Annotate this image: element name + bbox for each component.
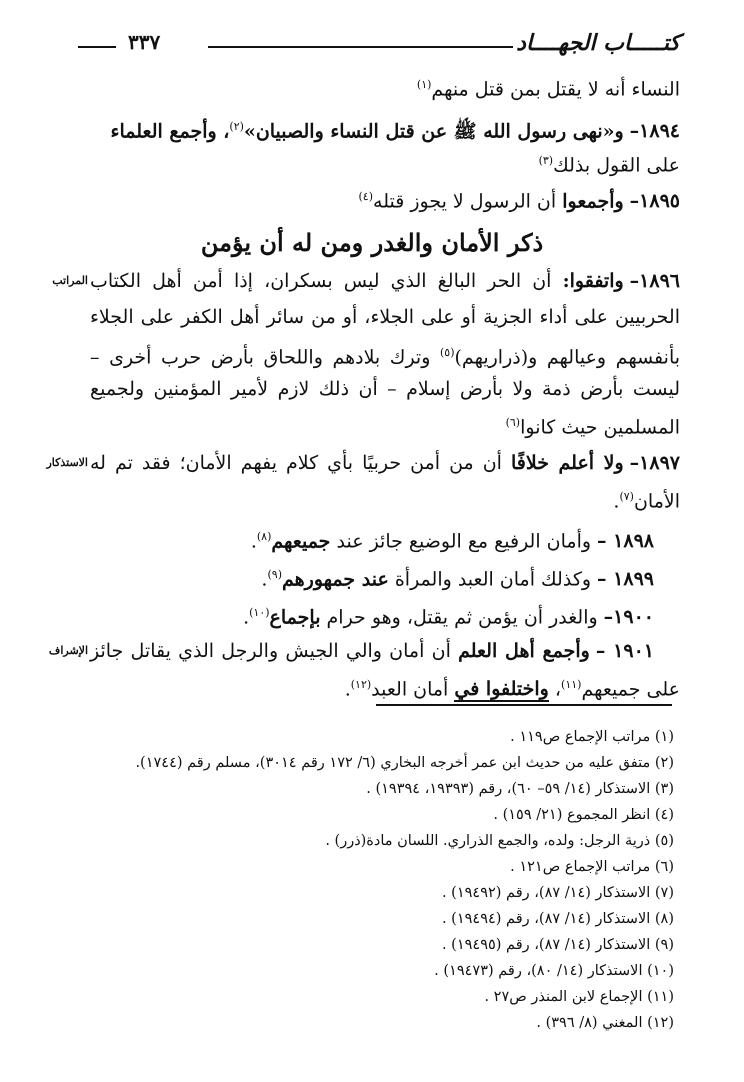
- paragraph-1894: ١٨٩٤–و«نهى رسول الله ﷺ عن قتل النساء والصبيان»$^{(٢)}$، وأجمع العلماء: [110, 120, 680, 143]
- body-line: على القول بذلك$^{(٣)}$: [538, 154, 680, 177]
- header-rule: [208, 46, 513, 48]
- footnote-separator: [376, 704, 672, 706]
- item-number: ١٩٠٠–: [603, 606, 654, 629]
- footnote: (١٢) المغني (٨/ ٣٩٦) .: [536, 1015, 674, 1031]
- item-number: ١٨٩٩ –: [597, 568, 654, 591]
- margin-source-label: الاستذكار: [46, 456, 88, 469]
- page-number: ٣٣٧: [128, 30, 161, 54]
- margin-source-label: المراتب: [52, 274, 88, 287]
- item-number: ١٨٩٦–: [629, 270, 680, 292]
- footnote-ref: (٨): [256, 530, 272, 543]
- paragraph-1897: ١٨٩٧–ولا أعلم خلافًا أن من أمن حربيًا بأي كلام يفهم الأمان؛ فقد تم له: [90, 452, 680, 474]
- footnote: (٨) الاستذكار (١٤/ ٨٧)، رقم (١٩٤٩٤) .: [441, 911, 674, 927]
- body-line: النساء أنه لا يقتل بمن قتل منهم$^{(١)}$: [416, 78, 680, 101]
- footnote-ref: (٤): [358, 190, 374, 203]
- footnote-ref: (١٢): [350, 678, 372, 691]
- footnote-ref: (١١): [561, 678, 582, 691]
- item-number: ١٨٩٥–: [629, 190, 680, 213]
- header-rule-short: [78, 46, 116, 48]
- footnote-ref: (٩): [267, 568, 282, 581]
- footnote: (٥) ذرية الرجل: ولده، والجمع الذراري. اللسان مادة(ذرر) .: [325, 833, 674, 849]
- paragraph-1900: ١٩٠٠–والغدر أن يؤمن ثم يقتل، وهو حرام بإجماع$^{(١٠)}$.: [243, 606, 654, 629]
- body-line: المسلمين حيث كانوا$^{(٦)}$: [505, 416, 680, 439]
- page-header: [78, 30, 680, 60]
- body-line: الأمان$^{(٧)}$.: [613, 490, 680, 513]
- footnote: (٣) الاستذكار (١٤/ ٥٩– ٦٠)، رقم (١٩٣٩٣، ١٩٣٩٤) .: [366, 781, 674, 797]
- paragraph-1898: ١٨٩٨ –وأمان الرفيع مع الوضيع جائز عند جميعهم$^{(٨)}$.: [250, 530, 654, 553]
- paragraph-1901: ١٩٠١ –وأجمع أهل العلم أن أمان والي الجيش والرجل الذي يقاتل جائز: [90, 640, 654, 662]
- body-line: الحربيين على أداء الجزية أو على الجلاء، أو من سائر أهل الكفر على الجلاء: [90, 306, 680, 328]
- footnote: (١١) الإجماع لابن المنذر ص٢٧ .: [484, 989, 674, 1005]
- footnote-ref: (١٠): [249, 606, 270, 619]
- footnote: (٤) انظر المجموع (٢١/ ١٥٩) .: [493, 807, 674, 823]
- footnote-ref: (٥): [440, 346, 455, 359]
- body-line: على جميعهم$^{(١١)}$، واختلفوا في أمان العبد$^{(١٢)}$.: [344, 678, 680, 701]
- footnote: (٩) الاستذكار (١٤/ ٨٧)، رقم (١٩٤٩٥) .: [441, 937, 674, 953]
- footnote: (١٠) الاستذكار (١٤/ ٨٠)، رقم (١٩٤٧٣) .: [434, 963, 674, 979]
- footnote-ref: (٦): [505, 416, 521, 429]
- footnote-ref: (٧): [619, 490, 634, 503]
- body-line: بأنفسهم وعيالهم و(ذراريهم)$^{(٥)}$ وترك بلادهم واللحاق بأرض حرب أخرى –: [90, 346, 681, 369]
- footnote: (٦) مراتب الإجماع ص١٢١ .: [510, 859, 674, 875]
- footnote-ref: (٢): [229, 120, 244, 133]
- paragraph-1899: ١٨٩٩ –وكذلك أمان العبد والمرأة عند جمهورهم$^{(٩)}$.: [261, 568, 654, 591]
- footnote: (١) مراتب الإجماع ص١١٩ .: [510, 729, 674, 745]
- item-number: ١٨٩٤–: [629, 120, 680, 143]
- item-number: ١٨٩٧–: [629, 452, 680, 474]
- paragraph-1895: ١٨٩٥–وأجمعوا أن الرسول لا يجوز قتله$^{(٤)}$: [358, 190, 680, 213]
- item-number: ١٩٠١ –: [595, 640, 654, 662]
- section-heading: ذكر الأمان والغدر ومن له أن يؤمن: [200, 228, 544, 257]
- footnote-ref: (٣): [538, 154, 554, 167]
- body-line: ليست بأرض ذمة ولا بأرض إسلام – أن ذلك لازم لأمير المؤمنين ولجميع: [90, 378, 680, 400]
- paragraph-1896: ١٨٩٦–واتفقوا: أن الحر البالغ الذي ليس بسكران، إذا أمن أهل الكتاب: [90, 270, 680, 292]
- book-title: كتـــــاب الجهــــاد: [516, 30, 680, 56]
- footnote: (٢) متفق عليه من حديث ابن عمر أخرجه البخاري (٦/ ١٧٢ رقم ٣٠١٤)، مسلم رقم (١٧٤٤).: [135, 755, 674, 771]
- margin-source-label: الإشراف: [48, 644, 88, 657]
- footnote: (٧) الاستذكار (١٤/ ٨٧)، رقم (١٩٤٩٢) .: [441, 885, 674, 901]
- footnote-ref: (١): [416, 78, 432, 91]
- item-number: ١٨٩٨ –: [597, 530, 654, 553]
